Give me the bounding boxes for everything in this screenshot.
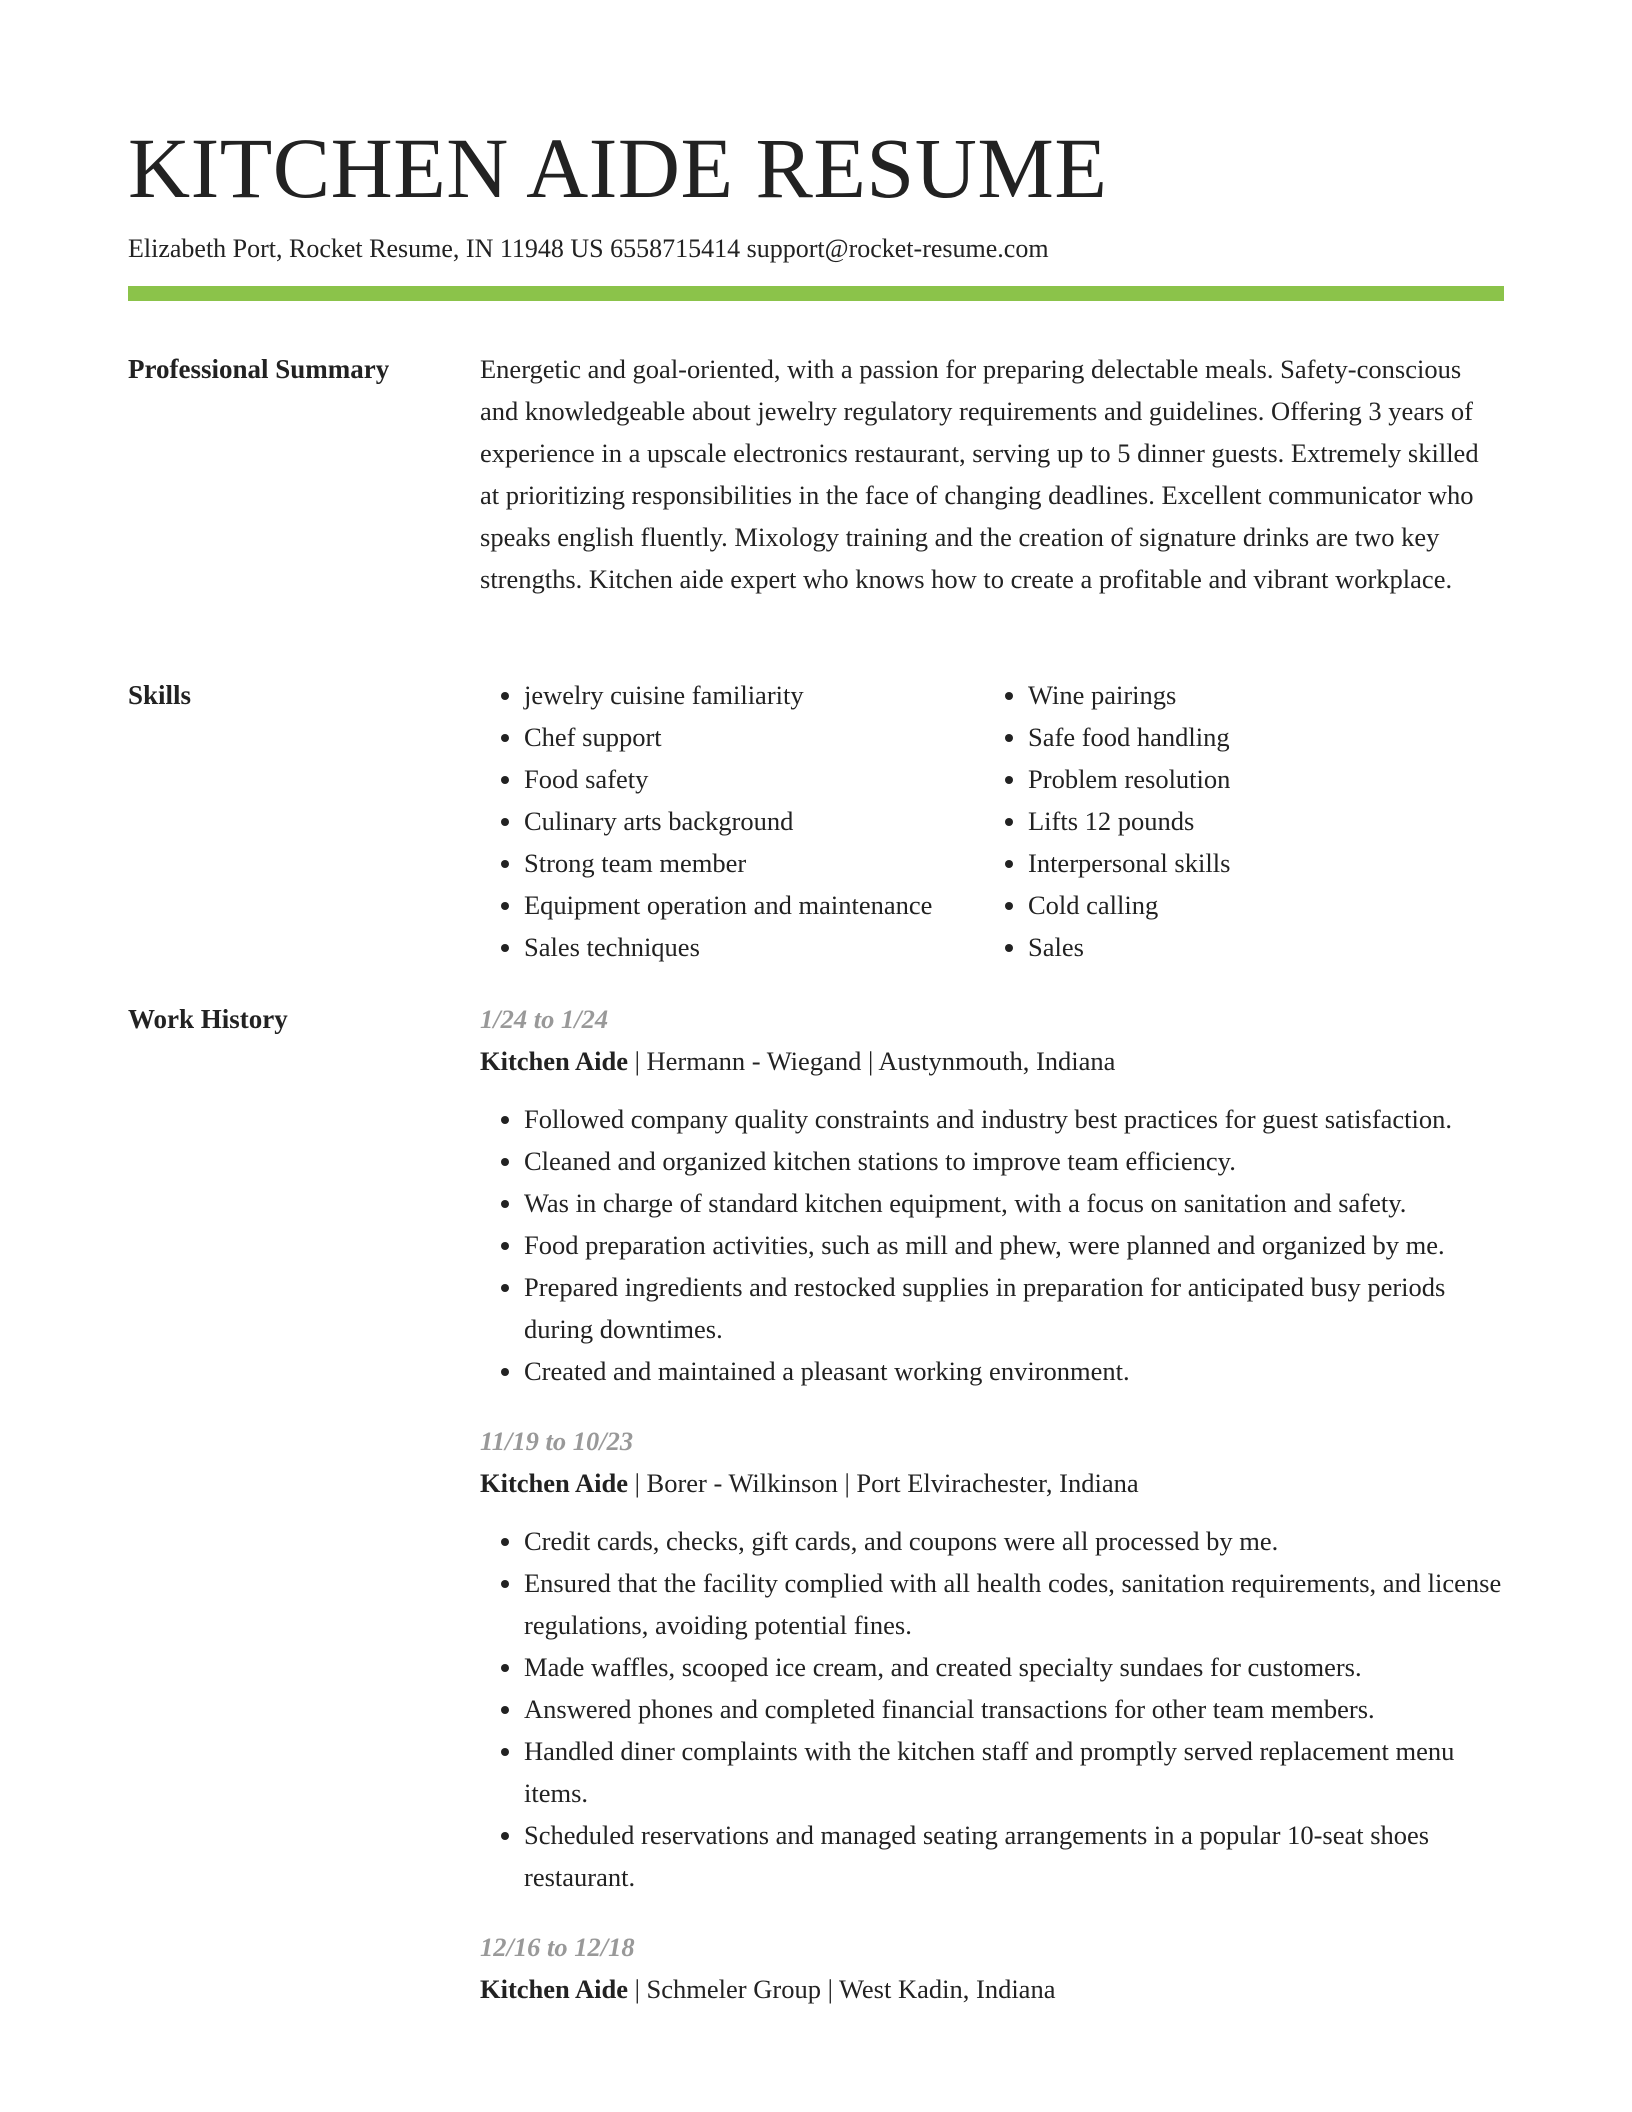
skills-body <box>480 674 1504 968</box>
job-duties <box>480 1520 1504 1898</box>
resume-title: KITCHEN AIDE RESUME <box>128 120 1108 216</box>
job-duty: • Credit cards, checks, gift cards, and coupons were all processed by me. <box>524 1520 1504 1562</box>
skill-item: • Cold calling <box>1028 884 1230 926</box>
skill-item: • Culinary arts background <box>524 800 984 842</box>
skill-item: • Sales <box>1028 926 1230 968</box>
contact-info: Elizabeth Port, Rocket Resume, IN 11948 US 6558715414 support@rocket-resume.com <box>128 234 1049 263</box>
job-duty: • Made waffles, scooped ice cream, and created specialty sundaes for customers. <box>524 1646 1504 1688</box>
separator: | <box>627 1046 647 1076</box>
job-company: Hermann - Wiegand <box>646 1046 862 1076</box>
skill-item: • Sales techniques <box>524 926 984 968</box>
job-header <box>480 1968 1504 2010</box>
summary-text: Energetic and goal-oriented, with a passion for preparing delectable meals. Safety-conscious and knowledgeable about jewelry regulatory requirements and guidelines. Offering 3 years of experience in a upscale electronics restaurant, serving up to 5 dinner guests. Extremely skilled at prioritizing responsibilities in the face of changing deadlines. Excellent communicator who speaks english fluently. Mixology training and the creation of signature drinks are two key strengths. Kitchen aide expert who knows how to create a profitable and vibrant workplace. <box>480 354 1479 594</box>
job-duty: • Followed company quality constraints and industry best practices for guest satisfaction. <box>524 1098 1504 1140</box>
job-dates: 1/24 to 1/24 <box>480 1004 609 1034</box>
job-entry <box>480 1926 1504 2010</box>
job-duty: • Cleaned and organized kitchen stations to improve team efficiency. <box>524 1140 1504 1182</box>
skill-item: • Safe food handling <box>1028 716 1230 758</box>
skill-item: • Food safety <box>524 758 984 800</box>
job-duty: • Was in charge of standard kitchen equipment, with a focus on sanitation and safety. <box>524 1182 1504 1224</box>
job-duties <box>480 1098 1504 1392</box>
job-duty: • Prepared ingredients and restocked supplies in preparation for anticipated busy periods during downtimes. <box>524 1266 1504 1350</box>
job-title: Kitchen Aide <box>480 1974 628 2004</box>
job-duty: • Created and maintained a pleasant working environment. <box>524 1350 1504 1392</box>
skill-item: • Problem resolution <box>1028 758 1230 800</box>
separator: | <box>861 1046 879 1076</box>
job-dates: 11/19 to 10/23 <box>480 1426 634 1456</box>
skill-item: • Lifts 12 pounds <box>1028 800 1230 842</box>
job-location: Austynmouth, Indiana <box>878 1046 1116 1076</box>
job-dates: 12/16 to 12/18 <box>480 1932 635 1962</box>
job-location: West Kadin, Indiana <box>839 1974 1056 2004</box>
job-company: Borer - Wilkinson <box>646 1468 838 1498</box>
summary-body <box>480 348 1504 600</box>
job-duty: • Food preparation activities, such as mill and phew, were planned and organized by me. <box>524 1224 1504 1266</box>
job-duty: • Scheduled reservations and managed seating arrangements in a popular 10-seat shoes restaurant. <box>524 1814 1504 1898</box>
skill-item: • Equipment operation and maintenance <box>524 884 984 926</box>
job-duty: • Handled diner complaints with the kitchen staff and promptly served replacement menu items. <box>524 1730 1504 1814</box>
separator: | <box>627 1468 647 1498</box>
skills-heading: Skills <box>128 680 192 710</box>
separator: | <box>627 1974 647 2004</box>
skill-item: • Wine pairings <box>1028 674 1230 716</box>
job-duty: • Answered phones and completed financial transactions for other team members. <box>524 1688 1504 1730</box>
separator: | <box>837 1468 857 1498</box>
work-history-body <box>480 998 1504 2038</box>
job-entry <box>480 1420 1504 1898</box>
job-header <box>480 1040 1504 1082</box>
summary-heading: Professional Summary <box>128 354 390 384</box>
job-entry <box>480 998 1504 1392</box>
work-history-heading: Work History <box>128 1004 288 1034</box>
job-header <box>480 1462 1504 1504</box>
skill-item: • Strong team member <box>524 842 984 884</box>
job-location: Port Elvirachester, Indiana <box>856 1468 1139 1498</box>
accent-divider <box>128 286 1504 301</box>
job-title: Kitchen Aide <box>480 1468 628 1498</box>
skills-list-left <box>480 674 984 968</box>
skills-list-right <box>984 674 1230 968</box>
job-duty: • Ensured that the facility complied with all health codes, sanitation requirements, and license regulations, avoiding potential fines. <box>524 1562 1504 1646</box>
job-title: Kitchen Aide <box>480 1046 628 1076</box>
skill-item: • Interpersonal skills <box>1028 842 1230 884</box>
job-company: Schmeler Group <box>646 1974 821 2004</box>
skill-item: • Chef support <box>524 716 984 758</box>
separator: | <box>820 1974 840 2004</box>
skill-item: • jewelry cuisine familiarity <box>524 674 984 716</box>
